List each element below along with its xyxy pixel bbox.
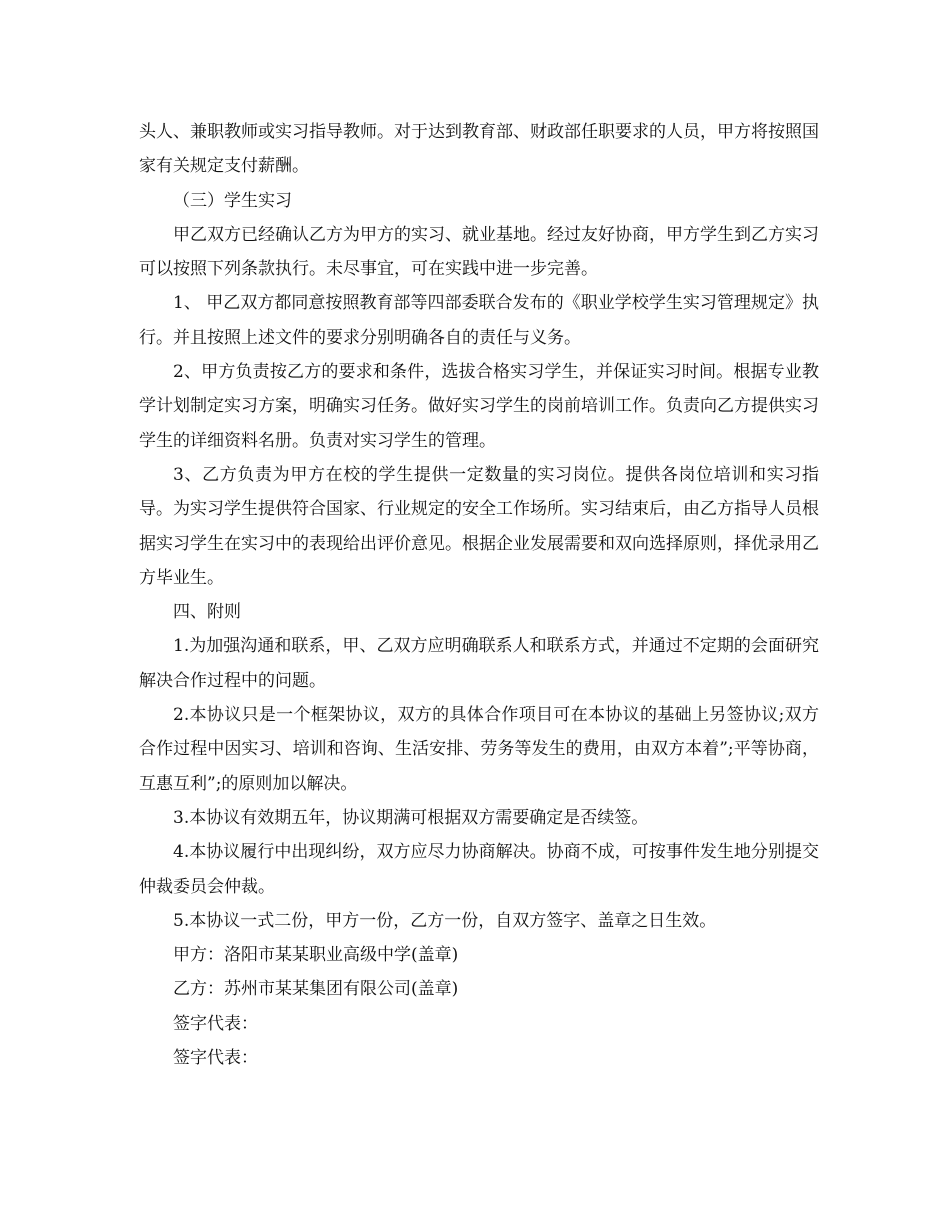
section-heading-student-internship: （三）学生实习 [173,190,292,211]
section-heading-appendix: 四、附则 [173,602,241,623]
appendix-item-4: 4.本协议履行中出现纠纷，双方应尽力协商解决。协商不成，可按事件发生地分别提交仲裁委员会仲裁。 [139,842,819,897]
signature-line-2: 签字代表： [173,1048,258,1069]
appendix-item-2: 2.本协议只是一个框架协议，双方的具体合作项目可在本协议的基础上另签协议;双方合作过程中因实习、培训和咨询、生活安排、劳务等发生的费用，由双方本着”;平等协商，互惠互利”;的原则加以解决。 [139,705,819,794]
party-b-line: 乙方：苏州市某某集团有限公司(盖章) [173,979,459,1000]
appendix-item-3: 3.本协议有效期五年，协议期满可根据双方需要确定是否续签。 [173,807,649,828]
clause-1: 1、 甲乙双方都同意按照教育部等四部委联合发布的《职业学校学生实习管理规定》执行。并且按照上述文件的要求分别明确各自的责任与义务。 [139,293,819,348]
appendix-item-5: 5.本协议一式二份，甲方一份，乙方一份，自双方签字、盖章之日生效。 [173,910,717,931]
clause-2: 2、甲方负责按乙方的要求和条件，选拔合格实习学生，并保证实习时间。根据专业教学计划制定实习方案，明确实习任务。做好实习学生的岗前培训工作。负责向乙方提供实习学生的详细资料名册。负责对实习学生的管理。 [139,362,819,451]
paragraph-continuation: 头人、兼职教师或实习指导教师。对于达到教育部、财政部任职要求的人员，甲方将按照国家有关规定支付薪酬。 [139,122,819,177]
paragraph-internship-intro: 甲乙双方已经确认乙方为甲方的实习、就业基地。经过友好协商，甲方学生到乙方实习可以按照下列条款执行。未尽事宜，可在实践中进一步完善。 [139,224,819,280]
appendix-item-1: 1.为加强沟通和联系，甲、乙双方应明确联系人和联系方式，并通过不定期的会面研究解决合作过程中的问题。 [139,636,819,691]
document-body [139,115,819,1075]
clause-3: 3、乙方负责为甲方在校的学生提供一定数量的实习岗位。提供各岗位培训和实习指导。为实习学生提供符合国家、行业规定的安全工作场所。实习结束后，由乙方指导人员根据实习学生在实习中的表现给出评价意见。根据企业发展需要和双向选择原则，择优录用乙方毕业生。 [139,464,819,588]
signature-line-1: 签字代表： [173,1013,258,1034]
party-a-line: 甲方：洛阳市某某职业高级中学(盖章) [173,945,459,966]
